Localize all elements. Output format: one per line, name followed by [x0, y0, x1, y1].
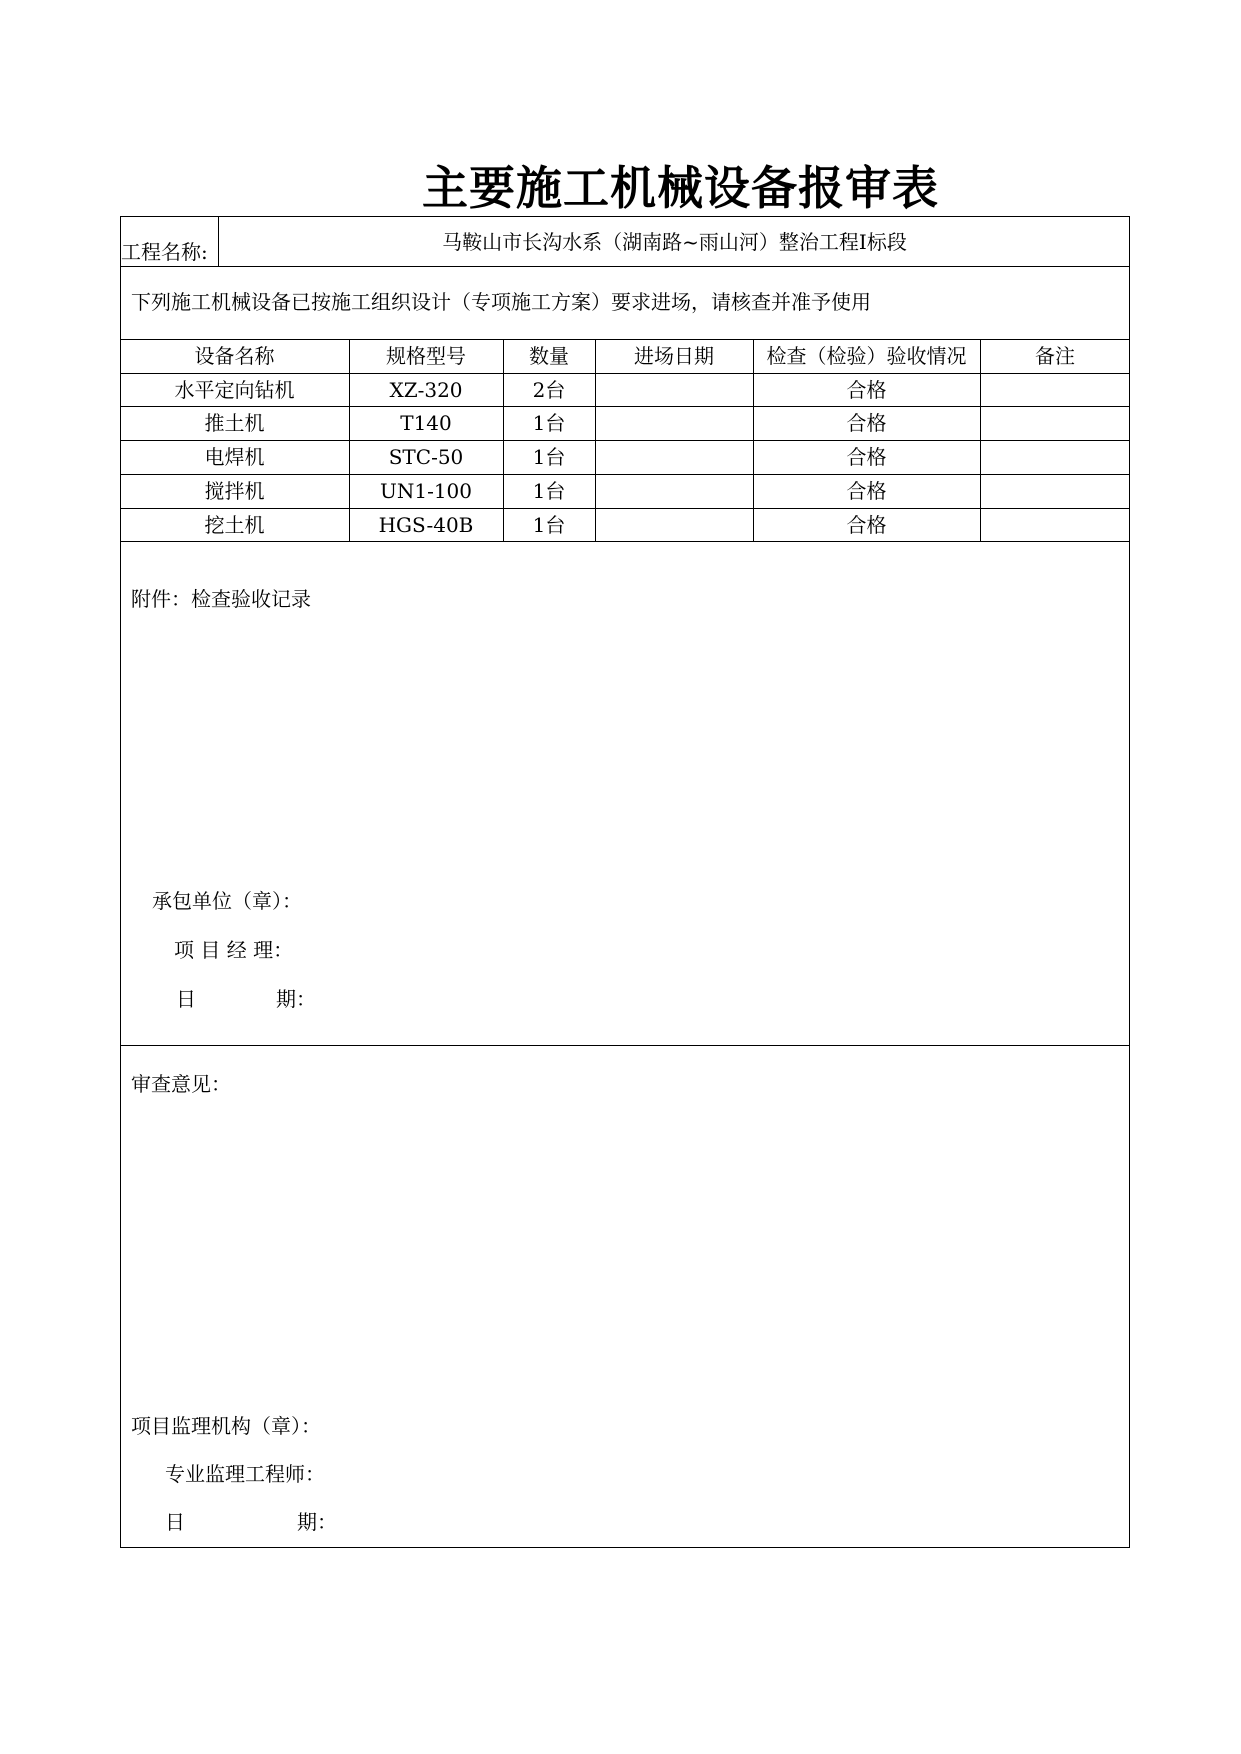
- table-cell: 合格: [846, 411, 887, 435]
- supervising-engineer: 专业监理工程师：: [165, 1462, 325, 1486]
- table-cell: XZ-320: [389, 378, 463, 402]
- supervision-org: 项目监理机构（章）：: [131, 1414, 321, 1438]
- table-cell: 电焊机: [204, 445, 265, 469]
- table-cell: T140: [400, 411, 452, 435]
- th-model: 规格型号: [386, 344, 466, 368]
- th-qty: 数量: [529, 344, 569, 368]
- table-cell: HGS-40B: [378, 513, 474, 537]
- table-cell: 1台: [532, 445, 566, 469]
- table-cell: STC-50: [388, 445, 464, 469]
- table-cell: 挖土机: [204, 513, 265, 537]
- table-cell: 推土机: [204, 411, 265, 435]
- th-remark: 备注: [1035, 344, 1075, 368]
- table-cell: 1台: [532, 513, 566, 537]
- project-value: 马鞍山市长沟水系（湖南路~雨山河）整治工程Ⅰ标段: [442, 230, 907, 254]
- table-cell: 合格: [846, 378, 887, 402]
- project-label: 工程名称:: [121, 240, 208, 264]
- table-cell: 合格: [846, 445, 887, 469]
- contractor-date-day: 日: [176, 987, 196, 1011]
- notice-text: 下列施工机械设备已按施工组织设计（专项施工方案）要求进场，请核查并准予使用: [131, 290, 871, 314]
- th-date: 进场日期: [634, 344, 714, 368]
- project-manager: 项 目 经 理：: [174, 938, 294, 962]
- page-title: 主要施工机械设备报审表: [422, 161, 939, 215]
- table-cell: 水平定向钻机: [174, 378, 295, 402]
- table-cell: UN1-100: [379, 479, 472, 503]
- th-name: 设备名称: [194, 344, 275, 368]
- table-cell: 合格: [846, 513, 887, 537]
- review-label: 审查意见：: [131, 1072, 231, 1096]
- table-cell: 1台: [532, 479, 566, 503]
- table-cell: 2台: [532, 378, 566, 402]
- table-cell: 1台: [532, 411, 566, 435]
- review-date-day: 日: [165, 1510, 185, 1534]
- th-inspection: 检查（检验）验收情况: [766, 344, 967, 368]
- divider: [120, 266, 1130, 267]
- table-cell: 合格: [846, 479, 887, 503]
- contractor-date-label: 期：: [276, 987, 316, 1011]
- attachment-text: 附件：检查验收记录: [131, 587, 311, 611]
- contractor-unit: 承包单位（章）：: [152, 889, 302, 913]
- table-cell: 搅拌机: [204, 479, 265, 503]
- divider: [120, 1045, 1130, 1046]
- review-date-label: 期：: [297, 1510, 337, 1534]
